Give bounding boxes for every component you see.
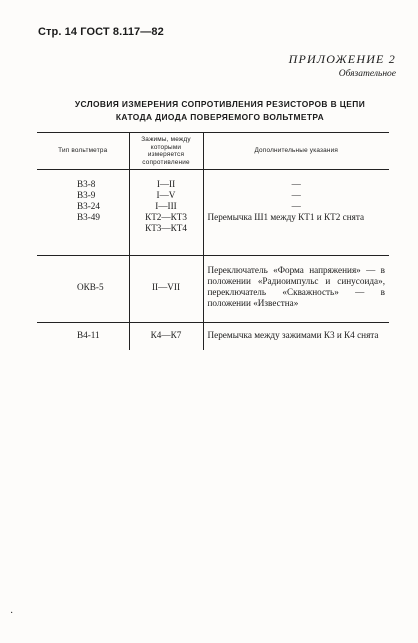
page-header: Стр. 14 ГОСТ 8.117—82: [38, 26, 164, 38]
annex-status: Обязательное: [338, 69, 396, 79]
note-dash: —: [291, 190, 301, 200]
table-row: [37, 323, 389, 351]
terminal-entry: I—III: [155, 201, 177, 211]
type-cell: ОКВ-5: [37, 256, 129, 323]
terminal-entry: I—II: [156, 179, 176, 189]
notes-cell: Переключатель «Форма напряжения» — в положении «Радиоимпульс и синусоида», переключатель «Скважность» — в положении «Известна»: [203, 256, 389, 323]
type-cell: [37, 170, 129, 256]
annex-label: [289, 52, 396, 79]
header-notes: Дополнительные указания: [203, 133, 389, 170]
document-title: [40, 98, 400, 124]
type-b3-49: В3-49: [77, 212, 100, 222]
title-line-1: УСЛОВИЯ ИЗМЕРЕНИЯ СОПРОТИВЛЕНИЯ РЕЗИСТОРОВ В ЦЕПИ: [74, 99, 366, 109]
type-cell: В4-11: [37, 323, 129, 351]
table-header-row: [37, 133, 389, 170]
terminals-cell: II—VII: [129, 256, 203, 323]
notes-cell: Перемычка между зажимами К3 и К4 снята: [203, 323, 389, 351]
measurement-table: [37, 132, 389, 350]
type-b3-9: В3-9: [77, 190, 96, 200]
type-b3-24: В3-24: [77, 201, 100, 211]
type-b3-8: В3-8: [77, 179, 96, 189]
note-dash: —: [291, 179, 301, 189]
annex-title: ПРИЛОЖЕНИЕ 2: [288, 52, 396, 66]
table-row: [37, 256, 389, 323]
terminals-cell: [129, 170, 203, 256]
header-voltmeter-type: Тип вольтметра: [37, 133, 129, 170]
terminal-entry: КТ2—КТ3: [145, 212, 187, 222]
notes-cell: [203, 170, 389, 256]
terminal-entry: КТ3—КТ4: [145, 223, 187, 233]
scan-speck: ·: [10, 608, 14, 619]
title-line-2: КАТОДА ДИОДА ПОВЕРЯЕМОГО ВОЛЬТМЕТРА: [115, 112, 325, 122]
header-terminals: Зажимы, между которыми измеряется сопротивление: [129, 133, 203, 170]
note-dash: —: [291, 201, 301, 211]
table-row: [37, 170, 389, 256]
terminals-cell: К4—К7: [129, 323, 203, 351]
note-text: Перемычка Ш1 между КТ1 и КТ2 снята: [207, 212, 365, 222]
terminal-entry: I—V: [156, 190, 176, 200]
